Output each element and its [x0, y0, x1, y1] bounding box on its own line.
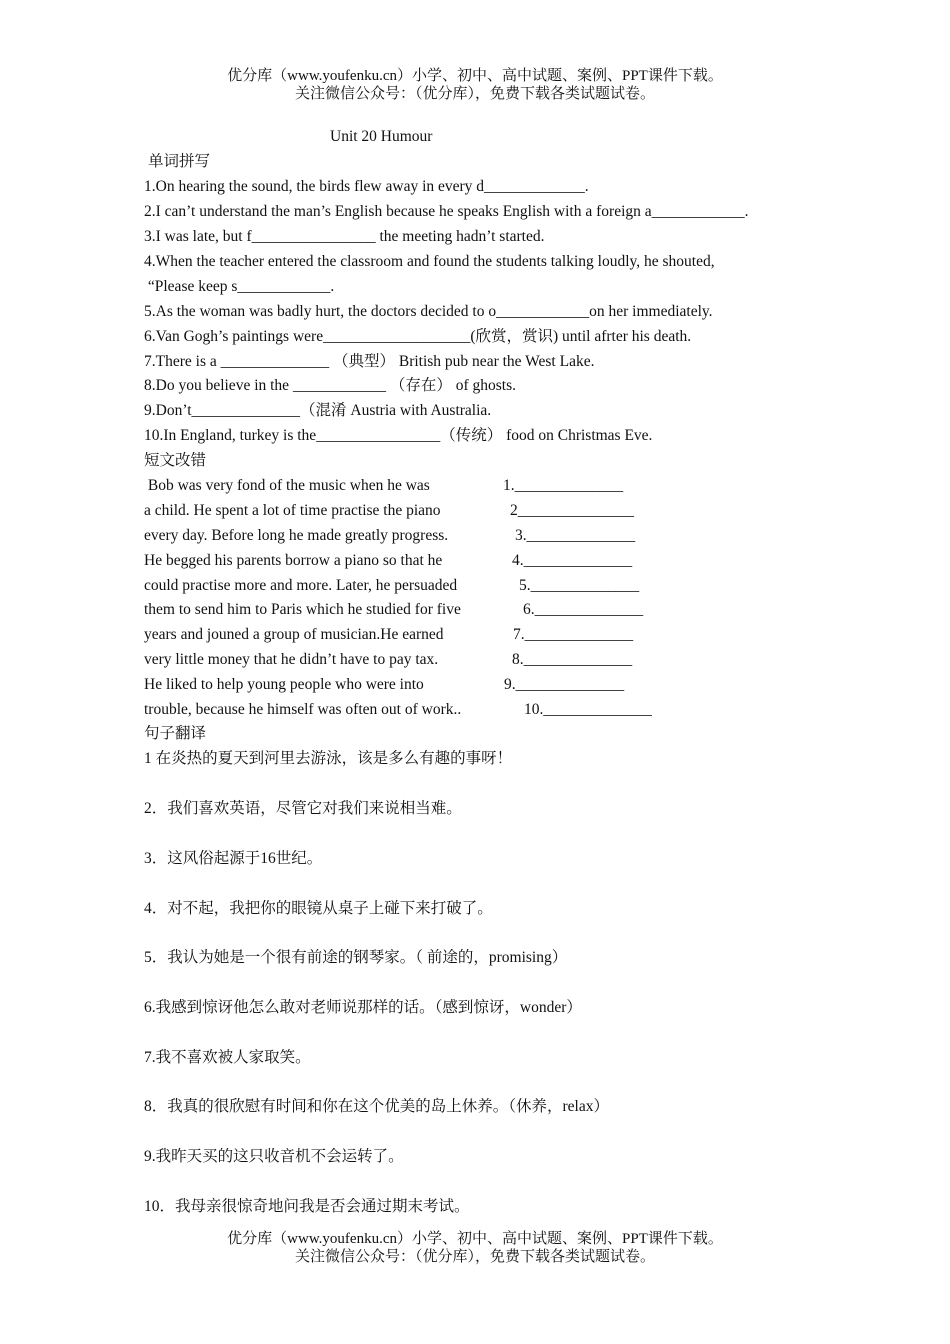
translation-item: 4．对不起，我把你的眼镜从桌子上碰下来打破了。 [144, 900, 493, 917]
spelling-item: 1.On hearing the sound, the birds flew away in every d_____________. [144, 178, 589, 195]
correction-text-line: He begged his parents borrow a piano so that he [144, 552, 443, 569]
correction-text-line: very little money that he didn’t have to pay tax. [144, 651, 439, 668]
correction-blank: 4.______________ [512, 552, 633, 569]
spelling-item: “Please keep s____________. [144, 278, 335, 295]
correction-text-line: a child. He spent a lot of time practise the piano [144, 502, 441, 519]
correction-blank: 3.______________ [515, 527, 636, 544]
spelling-item: 7.There is a ______________ （典型） British pub near the West Lake. [144, 353, 595, 370]
translation-item: 5．我认为她是一个很有前途的钢琴家。（ 前途的，promising） [144, 949, 568, 966]
footer-line-2: 关注微信公众号：（优分库），免费下载各类试题试卷。 [294, 1249, 655, 1265]
correction-blank: 6.______________ [523, 601, 644, 618]
correction-blank: 5.______________ [519, 577, 640, 594]
correction-text-line: trouble, because he himself was often out of work.. [144, 701, 462, 718]
spelling-item: 6.Van Gogh’s paintings were___________________(欣赏，赏识) until afrter his death. [144, 328, 692, 345]
translation-item: 2．我们喜欢英语，尽管它对我们来说相当难。 [144, 800, 462, 817]
correction-text-line: years and jouned a group of musician.He earned [144, 626, 444, 643]
correction-text-line: them to send him to Paris which he studied for five [144, 601, 461, 618]
translation-item: 9.我昨天买的这只收音机不会运转了。 [144, 1148, 404, 1165]
correction-blank: 9.______________ [504, 676, 625, 693]
spelling-item: 2.I can’t understand the man’s English because he speaks English with a foreign a____________. [144, 203, 749, 220]
spelling-item: 9.Don’t______________（混淆 Austria with Australia. [144, 402, 492, 419]
correction-text-line: could practise more and more. Later, he persuaded [144, 577, 458, 594]
correction-text-line: every day. Before long he made greatly progress. [144, 527, 449, 544]
spelling-item: 4.When the teacher entered the classroom and found the students talking loudly, he shouted, [144, 253, 715, 270]
correction-blank: 10.______________ [524, 701, 652, 718]
header-line-1: 优分库（www.youfenku.cn）小学、初中、高中试题、案例、PPT课件下载。 [227, 68, 723, 84]
spelling-item: 3.I was late, but f________________ the meeting hadn’t started. [144, 228, 545, 245]
section-heading-translation: 句子翻译 [144, 725, 207, 742]
spelling-item: 8.Do you believe in the ____________ （存在） of ghosts. [144, 377, 516, 394]
translation-item: 3．这风俗起源于16世纪。 [144, 850, 323, 867]
header-line-2: 关注微信公众号：（优分库），免费下载各类试题试卷。 [294, 86, 655, 102]
section-heading-spelling: 单词拼写 [148, 153, 211, 170]
spelling-item: 5.As the woman was badly hurt, the doctors decided to o____________on her immediately. [144, 303, 713, 320]
translation-item: 1 在炎热的夏天到河里去游泳，该是多么有趣的事呀！ [144, 750, 513, 767]
spelling-item: 10.In England, turkey is the________________（传统） food on Christmas Eve. [144, 427, 653, 444]
page-title: Unit 20 Humour [330, 128, 433, 145]
footer-line-1: 优分库（www.youfenku.cn）小学、初中、高中试题、案例、PPT课件下载。 [227, 1231, 723, 1247]
correction-blank: 7.______________ [513, 626, 634, 643]
correction-text-line: Bob was very fond of the music when he was [144, 477, 430, 494]
correction-text-line: He liked to help young people who were into [144, 676, 424, 693]
correction-blank: 2_______________ [510, 502, 634, 519]
section-heading-correction: 短文改错 [144, 452, 207, 469]
translation-item: 6.我感到惊讶他怎么敢对老师说那样的话。（感到惊讶，wonder） [144, 999, 582, 1016]
correction-blank: 8.______________ [512, 651, 633, 668]
correction-blank: 1.______________ [503, 477, 624, 494]
translation-item: 8．我真的很欣慰有时间和你在这个优美的岛上休养。（休养，relax） [144, 1098, 609, 1115]
translation-item: 7.我不喜欢被人家取笑。 [144, 1049, 311, 1066]
translation-item: 10．我母亲很惊奇地问我是否会通过期末考试。 [144, 1198, 470, 1215]
